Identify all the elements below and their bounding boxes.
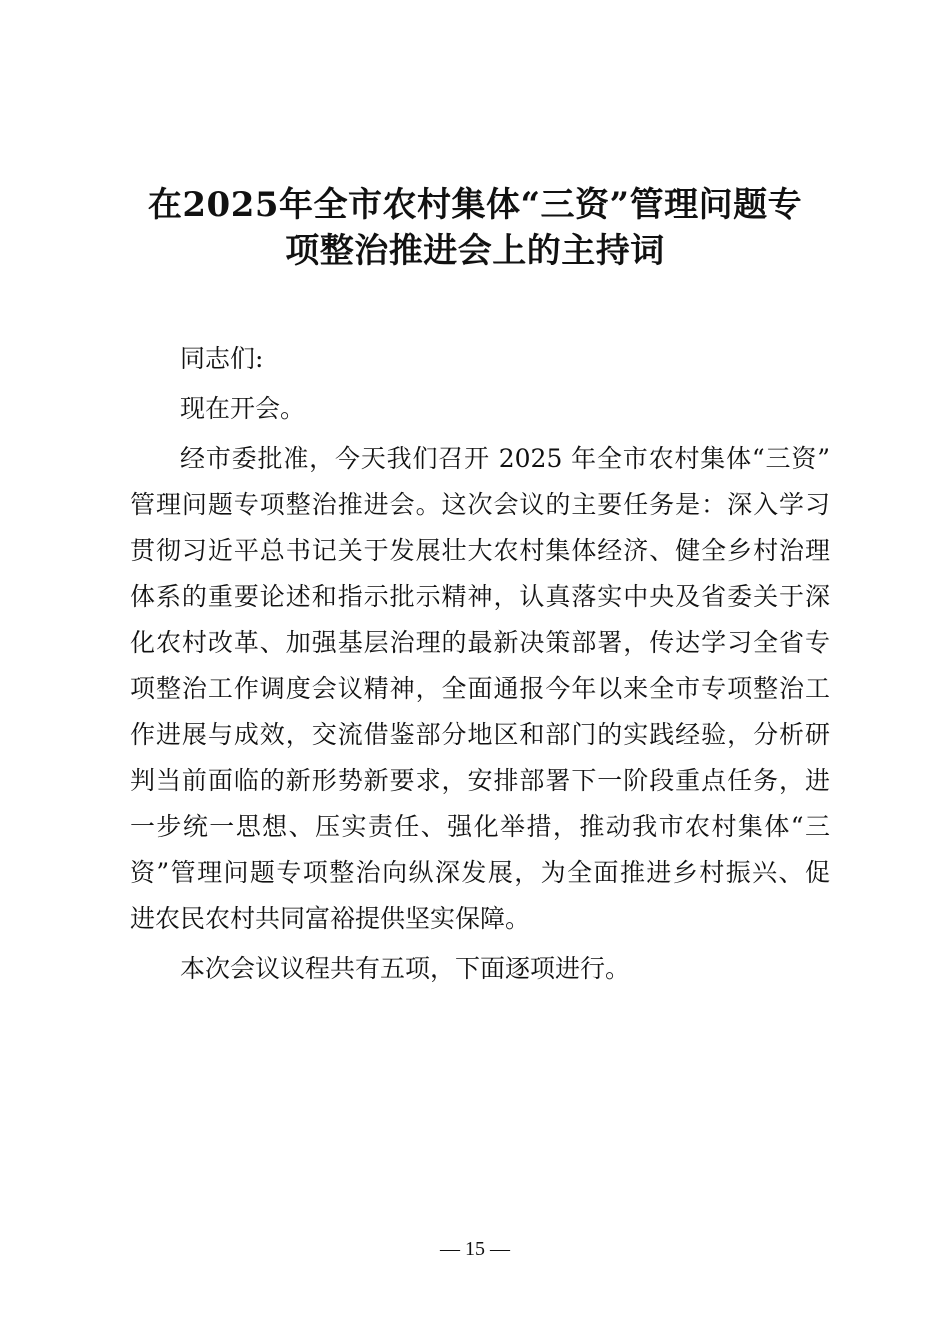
closing-line: 本次会议议程共有五项，下面逐项进行。 [180,954,631,983]
paragraph-line: 化农村改革、加强基层治理的最新决策部署，传达学习全省专 [130,628,830,657]
paragraph-line: 判当前面临的新形势新要求，安排部署下一阶段重点任务，进 [130,766,830,795]
paragraph-line: 一步统一思想、压实责任、强化举措，推动我市农村集体“三 [130,812,830,841]
opening-line: 现在开会。 [180,394,306,423]
document-title-line-1: 在2025年全市农村集体“三资”管理问题专 [147,185,803,225]
paragraph-line: 项整治工作调度会议精神，全面通报今年以来全市专项整治工 [130,674,830,703]
paragraph-line: 作进展与成效，交流借鉴部分地区和部门的实践经验，分析研 [130,720,830,749]
document-title-line-2: 项整治推进会上的主持词 [285,231,665,271]
page-number: — 15 — [440,1238,510,1260]
paragraph-line: 资”管理问题专项整治向纵深发展，为全面推进乡村振兴、促 [130,858,830,887]
document-body [130,336,830,992]
greeting: 同志们: [180,344,264,373]
paragraph-line: 进农民农村共同富裕提供坚实保障。 [130,904,531,933]
paragraph-line: 管理问题专项整治推进会。这次会议的主要任务是：深入学习 [130,490,830,519]
paragraph-line: 体系的重要论述和指示批示精神，认真落实中央及省委关于深 [130,582,830,611]
paragraph-line: 贯彻习近平总书记关于发展壮大农村集体经济、健全乡村治理 [130,536,830,565]
paragraph-line: 经市委批准，今天我们召开 2025 年全市农村集体“三资” [180,444,830,473]
